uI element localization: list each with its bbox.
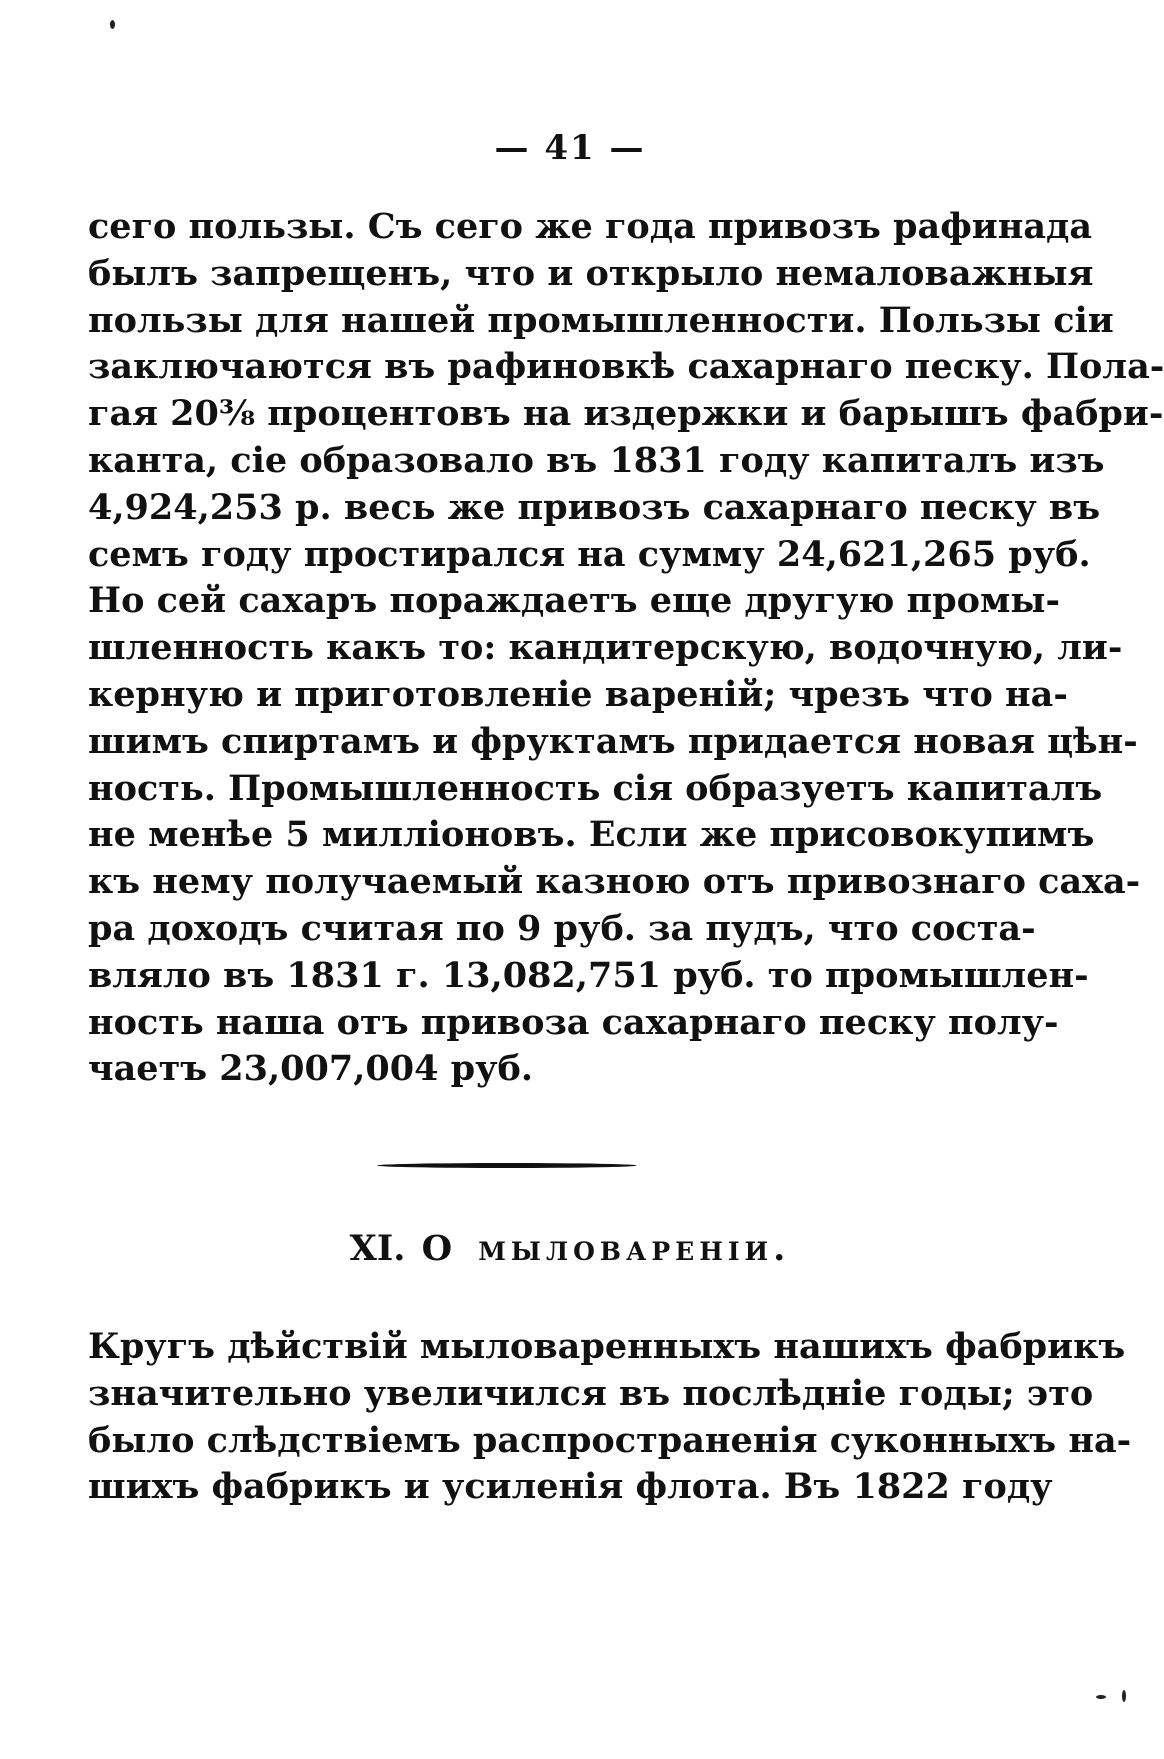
text-line: заключаются въ рафиновкѣ сахарнаго песку. Пола- — [88, 346, 1164, 388]
section-title: О мыловареніи. — [421, 1228, 791, 1269]
text-line: не менѣе 5 милліоновъ. Если же присовокупимъ — [88, 814, 1095, 856]
text-line: 4,924,253 р. весь же привозъ сахарнаго песку въ — [88, 486, 1101, 528]
text-line: семъ году простирался на сумму 24,621,265 руб. — [88, 533, 1091, 575]
section-numeral: XI. — [349, 1228, 406, 1269]
scan-speck — [110, 20, 115, 29]
text-line: шимъ спиртамъ и фруктамъ придается новая цѣн- — [88, 720, 1138, 762]
paragraph-1 — [88, 204, 1164, 1093]
text-line: шихъ фабрикъ и усиленія флота. Въ 1822 году — [88, 1466, 1053, 1508]
text-line: вляло въ 1831 г. 13,082,751 руб. то промышлен- — [88, 954, 1089, 996]
scan-speck — [1096, 1695, 1106, 1699]
text-line: канта, сіе образовало въ 1831 году капиталъ изъ — [88, 439, 1105, 481]
section-heading — [0, 1228, 1140, 1269]
text-line: гая 20⅜ процентовъ на издержки и барышъ фабри- — [88, 393, 1164, 435]
text-line: ра доходъ считая по 9 руб. за пудъ, что соста- — [88, 907, 1036, 949]
scan-speck — [1122, 1690, 1126, 1702]
text-line: былъ запрещенъ, что и открыло немаловажныя — [88, 252, 1094, 294]
text-line: пользы для нашей промышленности. Пользы сіи — [88, 299, 1114, 341]
text-line: Кругъ дѣйствій мыловаренныхъ нашихъ фабрикъ — [88, 1326, 1126, 1367]
text-line: къ нему получаемый казною отъ привознаго саха- — [88, 861, 1141, 903]
text-line: ность наша отъ привоза сахарнаго песку полу- — [88, 1001, 1059, 1043]
text-line: чаетъ 23,007,004 руб. — [88, 1048, 534, 1090]
page-number: — 41 — — [494, 128, 646, 168]
text-line: значительно увеличился въ послѣдніе годы; это — [88, 1372, 1094, 1414]
text-line: было слѣдствіемъ распространенія суконныхъ на- — [88, 1419, 1132, 1461]
text-line: керную и приготовленіе вареній; чрезъ что на- — [88, 673, 1068, 715]
text-line: ность. Промышленность сія образуетъ капиталъ — [88, 767, 1103, 809]
text-line: сего пользы. Съ сего же года привозъ рафинада — [88, 206, 1093, 247]
paragraph-2 — [88, 1324, 1132, 1511]
text-line: Но сей сахаръ пораждаетъ еще другую промы- — [88, 580, 1060, 622]
section-divider-rule — [377, 1163, 637, 1168]
text-line: шленность какъ то: кандитерскую, водочную, ли- — [88, 627, 1123, 669]
